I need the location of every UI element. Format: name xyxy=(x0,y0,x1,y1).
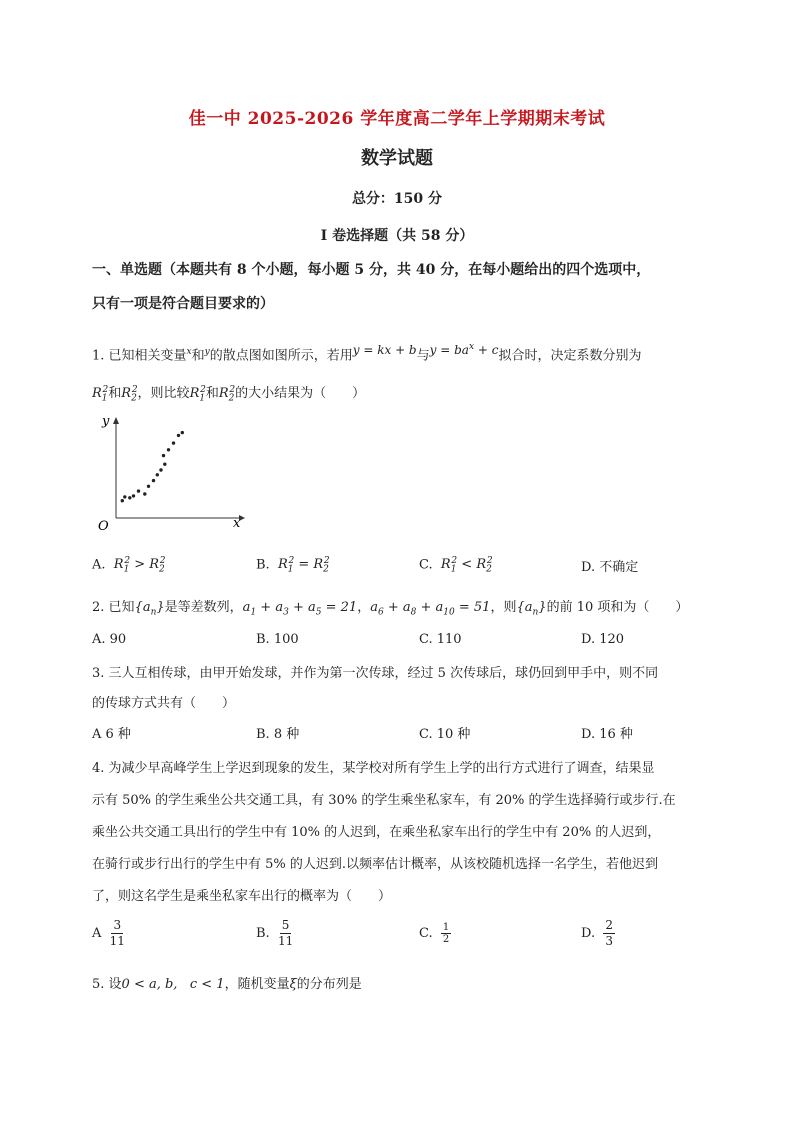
q4-option-a xyxy=(92,918,125,949)
fraction xyxy=(278,918,293,949)
q1-text: 和 xyxy=(108,386,122,401)
q1-text: 1. 已知相关变量 xyxy=(92,348,187,364)
q5-text: 的分布列是 xyxy=(296,977,362,992)
var-x: x xyxy=(186,347,192,357)
numerator: 2 xyxy=(605,918,613,932)
q3-line-2: 的传球方式共有（ ） xyxy=(92,696,236,711)
q4-line-2: 示有 50% 的学生乘坐公共交通工具，有 30% 的学生乘坐私家车，有 20% 的学生选择骑行或步行.在 xyxy=(92,793,676,808)
option-label: A xyxy=(92,926,102,941)
q2-line-1 xyxy=(92,596,688,618)
q1-option-c xyxy=(419,556,493,575)
option-label: D. xyxy=(581,926,596,941)
scatter-points xyxy=(121,431,184,503)
option-formula: $R_1^2 = R_2^2$ xyxy=(277,556,330,575)
scatter-point xyxy=(167,448,170,451)
r2-squared: $R_2^2$ xyxy=(218,384,236,404)
q2-text: 是等差数列， xyxy=(164,600,243,615)
r1-squared: $R_1^2$ xyxy=(92,384,109,404)
q4-line-3: 乘坐公共交通工具出行的学生中有 10% 的人迟到，在乘坐私家车出行的学生中有 20% 的人迟到， xyxy=(92,825,661,840)
scatter-point xyxy=(162,454,165,457)
fraction xyxy=(110,918,125,949)
q2-text: 2. 已知 xyxy=(92,600,135,615)
y-axis-arrow xyxy=(113,417,119,424)
option-label: C. xyxy=(419,926,433,941)
q5-condition: 0 < a, b, c < 1 xyxy=(121,977,225,992)
scatter-point xyxy=(143,492,146,495)
scatter-point xyxy=(159,468,162,471)
option-label: C. xyxy=(419,557,433,573)
option-formula: $R_1^2 > R_2^2$ xyxy=(113,556,166,575)
q2-option-d: D. 120 xyxy=(581,632,625,647)
denominator: 11 xyxy=(109,934,125,948)
q5-text: ，随机变量 xyxy=(224,977,290,992)
scatter-point xyxy=(181,431,184,434)
scatter-point xyxy=(152,479,155,482)
q4-line-5: 了，则这名学生是乘坐私家车出行的概率为（ ） xyxy=(92,889,392,904)
subject-title: 数学试题 xyxy=(361,148,433,169)
q1-text: 的大小结果为（ ） xyxy=(235,386,366,401)
q1-line-2 xyxy=(92,382,365,404)
q3-option-c: C. 10 种 xyxy=(419,727,471,742)
numerator: 3 xyxy=(113,918,122,932)
sum-odd: $a_1 + a_3 + a_5 = 21$ xyxy=(242,600,358,618)
q1-option-b xyxy=(256,556,330,575)
section-line-2: 只有一项是符合题目要求的） xyxy=(92,296,274,312)
scatter-point xyxy=(172,441,175,444)
option-formula: $R_1^2 < R_2^2$ xyxy=(440,556,493,575)
var-xi: ξ xyxy=(289,977,297,992)
r1-squared: $R_1^2$ xyxy=(189,384,206,404)
fraction xyxy=(603,918,615,949)
q2-text: ， xyxy=(357,600,371,615)
q1-text: 与 xyxy=(416,348,430,364)
q4-option-d xyxy=(581,918,615,949)
scatter-point xyxy=(147,485,150,488)
q1-text: 和 xyxy=(205,386,219,401)
var-y: y xyxy=(204,347,210,357)
numerator: 1 xyxy=(442,922,450,933)
q2-text: 的前 10 项和为（ ） xyxy=(546,600,689,615)
total-score: 总分：150 分 xyxy=(351,191,443,207)
q2-option-c: C. 110 xyxy=(419,632,462,647)
scatter-point xyxy=(177,434,180,437)
sum-even: $a_6 + a_8 + a_{10} = 51$ xyxy=(370,600,491,618)
r2-squared: $R_2^2$ xyxy=(121,384,138,404)
q2-option-b: B. 100 xyxy=(256,632,299,647)
scatter-plot-figure xyxy=(96,412,256,538)
section-line-1: 一、单选题（本题共有 8 个小题，每小题 5 分，共 40 分，在每小题给出的四个选项中， xyxy=(92,262,651,278)
seq-an: $\{a_n\}$ xyxy=(134,600,165,618)
origin-label: O xyxy=(98,519,109,534)
option-label: B. xyxy=(256,926,270,941)
q4-line-4: 在骑行或步行出行的学生中有 5% 的人迟到.以频率估计概率，从该校随机选择一名学生，若他迟到 xyxy=(92,857,659,872)
q4-option-b xyxy=(256,918,293,949)
scatter-point xyxy=(123,495,126,498)
scatter-point xyxy=(121,499,124,502)
q1-option-a xyxy=(92,556,165,575)
x-axis-label: x xyxy=(233,516,241,531)
q4-option-c xyxy=(419,922,451,945)
scatter-point xyxy=(156,473,159,476)
formula-exp: y = bax + c xyxy=(429,342,499,357)
q2-option-a: A. 90 xyxy=(92,632,127,647)
q1-line-1 xyxy=(92,342,641,363)
fraction xyxy=(441,922,451,945)
q4-line-1: 4. 为减少早高峰学生上学迟到现象的发生，某学校对所有学生上学的出行方式进行了调查，结果显 xyxy=(92,761,655,776)
denominator: 3 xyxy=(605,934,613,948)
q1-text: 和 xyxy=(191,348,205,364)
q5-text: 5. 设 xyxy=(92,977,122,992)
section-heading xyxy=(92,253,712,321)
seq-an: $\{a_n\}$ xyxy=(516,600,547,618)
part-title: I 卷选择题（共 58 分） xyxy=(320,228,474,244)
scatter-point xyxy=(128,496,131,499)
option-label: B. xyxy=(256,557,270,573)
denominator: 11 xyxy=(277,934,294,948)
q1-text: 的散点图如图所示，若用 xyxy=(209,348,353,364)
q2-text: ，则 xyxy=(490,600,517,615)
option-label: A. xyxy=(92,557,106,573)
scatter-point xyxy=(132,494,135,497)
q1-text: ，则比较 xyxy=(137,386,190,401)
scatter-point xyxy=(163,463,166,466)
numerator: 5 xyxy=(281,918,290,932)
q3-option-a: A 6 种 xyxy=(92,727,131,742)
q1-text: 拟合时，决定系数分别为 xyxy=(498,348,642,364)
q3-option-d: D. 16 种 xyxy=(581,727,633,742)
q1-option-d: D. 不确定 xyxy=(581,560,639,575)
q3-line-1: 3. 三人互相传球，由甲开始发球，并作为第一次传球，经过 5 次传球后，球仍回到甲手中，则不同 xyxy=(92,666,659,681)
y-axis-label: y xyxy=(102,414,110,429)
q5-line-1 xyxy=(92,973,362,992)
exam-title: 佳一中 2025-2026 学年度高二学年上学期期末考试 xyxy=(188,109,606,129)
denominator: 2 xyxy=(442,934,450,945)
q3-option-b: B. 8 种 xyxy=(256,727,300,742)
formula-linear: y = kx + b xyxy=(352,343,417,357)
scatter-point xyxy=(137,489,140,492)
